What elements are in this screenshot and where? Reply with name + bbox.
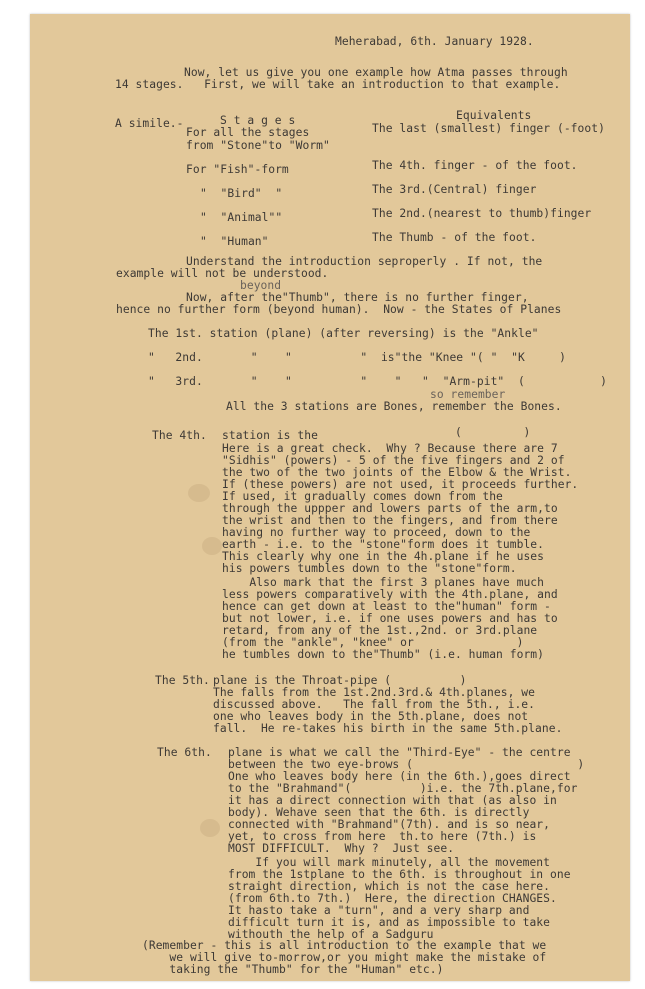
date-line: Meherabad, 6th. January 1928. — [335, 35, 534, 48]
document-page — [30, 14, 630, 981]
station-2: " 2nd. " " " is"the "Knee "( " "K ) — [148, 351, 566, 364]
sixth-line-6: body). Wehave seen that the 6th. is directly — [228, 806, 530, 819]
fifth-line-5: fall. He re-takes his birth in the same 5th.plane. — [213, 722, 563, 735]
fourth-line-12: his powers tumbles down to the "stone"form. — [222, 562, 517, 575]
fourth-line-15: hence can get down at least to the"human" form - — [222, 600, 551, 613]
fourth-line-17: retard, from any of the 1st.,2nd. or 3rd.plane — [222, 624, 538, 637]
now-after-line-2: hence no further form (beyond human). Now - the States of Planes — [116, 303, 562, 316]
sixth-line-15: difficult turn it is, and as impossible to take — [228, 916, 551, 929]
sixth-line-9: MOST DIFFICULT. Why ? Just see. — [228, 842, 455, 855]
fourth-line-11: This clearly why one in the 4h.plane if he uses — [222, 550, 545, 563]
station-1: The 1st. station (plane) (after reversing) is the "Ankle" — [148, 327, 539, 340]
sixth-line-11: from the 1stplane to the 6th. is throughout in one — [228, 868, 571, 881]
sixth-line-4: to the "Brahmand"( )i.e. the 7th.plane,for — [228, 782, 578, 795]
understand-line-2: example will not be understood. — [116, 267, 329, 280]
fifth-line-2: The falls from the 1st.2nd.3rd.& 4th.planes, we — [213, 686, 536, 699]
simile-label: A simile.- — [115, 117, 184, 130]
paper-stain — [200, 819, 220, 837]
fourth-line-9: having no further way to proceed, down to the — [222, 526, 531, 539]
fourth-line-10: earth - i.e. to the "stone"form does it tumble. — [222, 538, 545, 551]
remember-line-1: (Remember - this is all introduction to the example that we — [142, 939, 547, 952]
sixth-label: The 6th. — [157, 746, 212, 759]
stages-heading: S t a g e s — [220, 114, 296, 127]
fourth-line-18: (from the "ankle", "knee" or ) — [222, 636, 524, 649]
equivalent-4: The 2nd.(nearest to thumb)finger — [372, 207, 592, 220]
stage-1: For all the stages from "Stone"to "Worm" — [186, 126, 330, 152]
paper-stain — [202, 537, 222, 555]
remember-line-2: we will give to-morrow,or you might make the mistake of — [142, 951, 547, 964]
fourth-line-6: If used, it gradually comes down from the — [222, 490, 503, 503]
stage-5: " "Human" — [200, 235, 269, 248]
understand-line-1: Understand the introduction seproperly . If not, the — [186, 255, 543, 268]
fifth-line-1: plane is the Throat-pipe ( ) — [213, 674, 467, 687]
sixth-line-3: One who leaves body here (in the 6th.),goes direct — [228, 770, 571, 783]
sixth-line-2: between the two eye-brows ( ) — [228, 758, 585, 771]
fourth-line-13: Also mark that the first 3 planes have much — [222, 576, 545, 589]
sixth-line-13: (from 6th.to 7th.) Here, the direction CHANGES. — [228, 892, 557, 905]
fourth-label: The 4th. — [152, 429, 207, 442]
fifth-line-3: discussed above. The fall from the 5th., i.e. — [213, 698, 536, 711]
equivalent-2: The 4th. finger - of the foot. — [372, 159, 578, 172]
fourth-line-7: through the uppper and lowers parts of the arm,to — [222, 502, 558, 515]
now-after-line-1: Now, after the"Thumb", there is no further finger, — [186, 291, 529, 304]
fourth-line-5: If (these powers) are not used, it proceeds further. — [222, 478, 579, 491]
sixth-line-7: connected with "Brahmand"(7th). and is so near, — [228, 818, 551, 831]
bones-line: All the 3 stations are Bones, remember the Bones. — [226, 400, 562, 413]
fourth-line-14: less powers comparatively with the 4th.plane, and — [222, 588, 558, 601]
sixth-line-5: it has a direct connection with that (as also in — [228, 794, 557, 807]
sixth-line-12: straight direction, which is not the case here. — [228, 880, 551, 893]
sixth-line-8: yet, to cross from here th.to here (7th.) is — [228, 830, 537, 843]
stage-3: " "Bird" " — [200, 187, 283, 200]
station-3: " 3rd. " " " " " "Arm-pit" ( ) — [148, 375, 608, 388]
remember-line-3: taking the "Thumb" for the "Human" etc.) — [142, 963, 444, 976]
equivalents-heading: Equivalents — [456, 109, 532, 122]
fifth-label: The 5th. — [155, 674, 210, 687]
bones-insert: so remember — [430, 388, 506, 401]
fourth-line-4: the two of the two joints of the Elbow & the Wrist. — [222, 466, 572, 479]
sixth-line-10: If you will mark minutely, all the movement — [228, 856, 551, 869]
equivalent-5: The Thumb - of the foot. — [372, 231, 537, 244]
fourth-line-1: station is the — [222, 429, 318, 442]
fourth-line-2: Here is a great check. Why ? Because there are 7 — [222, 442, 558, 455]
stage-2: For "Fish"-form — [186, 163, 289, 176]
intro-line-1: Now, let us give you one example how Atma passes through — [184, 66, 568, 79]
fourth-line-8: the wrist and then to the fingers, and from there — [222, 514, 558, 527]
sixth-line-14: It hasto take a "turn", and a very sharp and — [228, 904, 530, 917]
equivalent-1: The last (smallest) finger (-foot) — [372, 122, 605, 135]
sixth-line-16: withouth the help of a Sadguru — [228, 928, 434, 941]
paper-stain — [188, 484, 210, 502]
equivalent-3: The 3rd.(Central) finger — [372, 183, 537, 196]
stage-4: " "Animal"" — [200, 211, 283, 224]
fourth-line-19: he tumbles down to the"Thumb" (i.e. human form) — [222, 648, 545, 661]
fourth-line-3: "Sidhis" (powers) - 5 of the five fingers and 2 of — [222, 454, 565, 467]
fourth-bracket: ( ) — [455, 426, 531, 439]
beyond-insert: beyond — [240, 279, 282, 292]
fourth-line-16: but not lower, i.e. if one uses powers and has to — [222, 612, 558, 625]
intro-line-2: 14 stages. First, we will take an introduction to that example. — [115, 78, 561, 91]
fifth-line-4: one who leaves body in the 5th.plane, does not — [213, 710, 529, 723]
sixth-line-1: plane is what we call the "Third-Eye" - the centre — [228, 746, 571, 759]
